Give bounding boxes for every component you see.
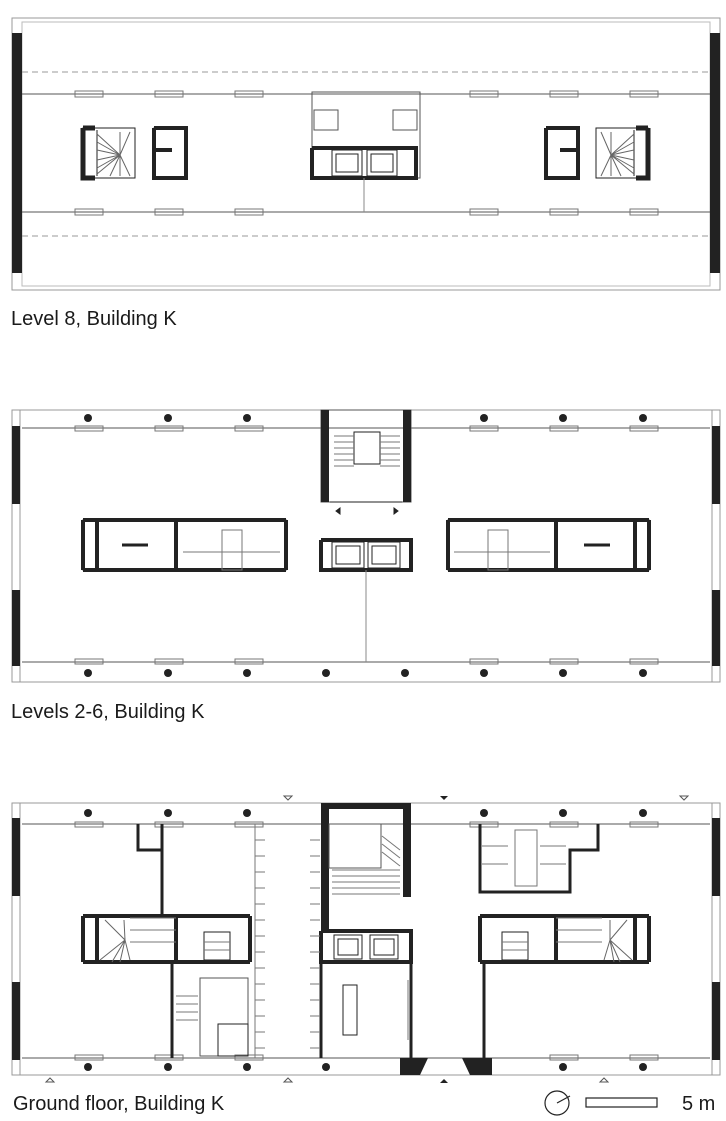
caption-levels-2-6: Levels 2-6, Building K [11,701,205,723]
ground-service-block-right [480,824,649,1058]
level8-stair-right [596,128,648,178]
plan-levels-2-6 [12,410,720,682]
level8-shaft-right [546,128,578,178]
north-arrow-icon [545,1091,570,1115]
level8-end-wall-left [12,33,22,273]
level8-shaft-left [154,128,186,178]
plan-level-8 [12,18,720,290]
ground-columns [84,809,647,1071]
scale-bar-label: 5 m [682,1093,716,1115]
caption-ground-floor: Ground floor, Building K [13,1093,225,1115]
ground-bleachers [255,824,320,1058]
ground-central-core [321,803,492,1075]
scale-bar [586,1098,657,1107]
levels26-stair-core [321,410,411,662]
ground-outline [12,803,720,1075]
ground-service-block-left [83,824,250,1058]
levels26-service-block-right [448,520,649,570]
level8-end-wall-right [710,33,720,273]
levels26-service-block-left [83,520,286,570]
plan-ground-floor [12,796,720,1083]
caption-level-8: Level 8, Building K [11,308,177,330]
level8-stair-left [83,128,135,178]
level8-core [312,92,420,212]
